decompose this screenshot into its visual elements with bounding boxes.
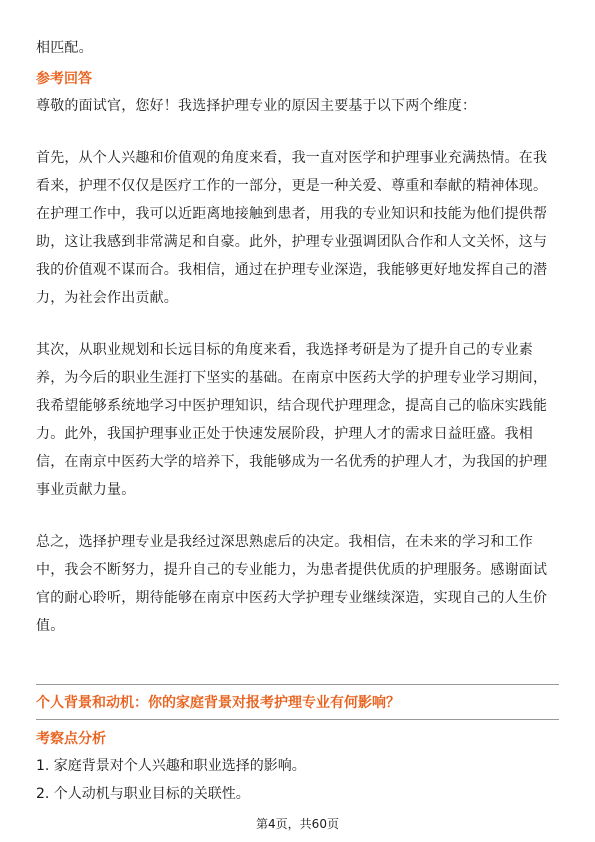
divider — [36, 684, 559, 685]
spacer — [36, 120, 559, 144]
paragraph-line: 值。 — [36, 618, 65, 634]
paragraph-line: 养，为今后的职业生涯打下坚实的基础。在南京中医药大学的护理专业学习期间， — [36, 370, 548, 386]
paragraph-line: 看来，护理不仅仅是医疗工作的一部分，更是一种关爱、尊重和奉献的精神体现。 — [36, 178, 548, 194]
paragraph-line: 力。此外，我国护理事业正处于快速发展阶段，护理人才的需求日益旺盛。我相 — [36, 426, 533, 442]
answer-intro: 尊敬的面试官，您好！我选择护理专业的原因主要基于以下两个维度： — [36, 98, 477, 114]
answer-heading: 参考回答 — [36, 71, 92, 87]
paragraph-line: 我希望能够系统地学习中医护理知识，结合现代护理理念，提高自己的临床实践能 — [36, 398, 548, 414]
paragraph-line: 在护理工作中，我可以近距离地接触到患者，用我的专业知识和技能为他们提供帮 — [36, 206, 548, 222]
answer-paragraph-3 — [36, 528, 559, 640]
question-title: 个人背景和动机：你的家庭背景对报考护理专业有何影响？ — [36, 695, 400, 711]
next-question-section — [36, 684, 559, 808]
paragraph-line: 其次，从职业规划和长远目标的角度来看，我选择考研是为了提升自己的专业素 — [36, 342, 533, 358]
previous-answer-tail: 相匹配。 — [36, 40, 93, 56]
spacer — [36, 504, 559, 528]
page-content — [36, 34, 559, 640]
paragraph-line: 信，在南京中医药大学的培养下，我能够成为一名优秀的护理人才，为我国的护理 — [36, 454, 548, 470]
answer-paragraph-1 — [36, 144, 559, 312]
paragraph-line: 总之，选择护理专业是我经过深思熟虑后的决定。我相信，在未来的学习和工作 — [36, 534, 533, 550]
spacer — [36, 312, 559, 336]
paragraph-line: 力，为社会作出贡献。 — [36, 290, 178, 306]
paragraph-line: 中，我会不断努力，提升自己的专业能力，为患者提供优质的护理服务。感谢面试 — [36, 562, 548, 578]
analysis-heading: 考察点分析 — [36, 731, 106, 747]
paragraph-line: 首先，从个人兴趣和价值观的角度来看，我一直对医学和护理事业充满热情。在我 — [36, 150, 548, 166]
paragraph-line: 助，这让我感到非常满足和自豪。此外，护理专业强调团队合作和人文关怀，这与 — [36, 234, 548, 250]
divider — [36, 719, 559, 720]
paragraph-line: 事业贡献力量。 — [36, 482, 136, 498]
analysis-item: 2. 个人动机与职业目标的关联性。 — [36, 786, 250, 802]
paragraph-line: 我的价值观不谋而合。我相信，通过在护理专业深造，我能够更好地发挥自己的潜 — [36, 262, 548, 278]
paragraph-line: 官的耐心聆听，期待能够在南京中医药大学护理专业继续深造，实现自己的人生价 — [36, 590, 548, 606]
page-number: 第4页，共60页 — [256, 817, 339, 831]
analysis-item: 1. 家庭背景对个人兴趣和职业选择的影响。 — [36, 758, 306, 774]
answer-paragraph-2 — [36, 336, 559, 504]
